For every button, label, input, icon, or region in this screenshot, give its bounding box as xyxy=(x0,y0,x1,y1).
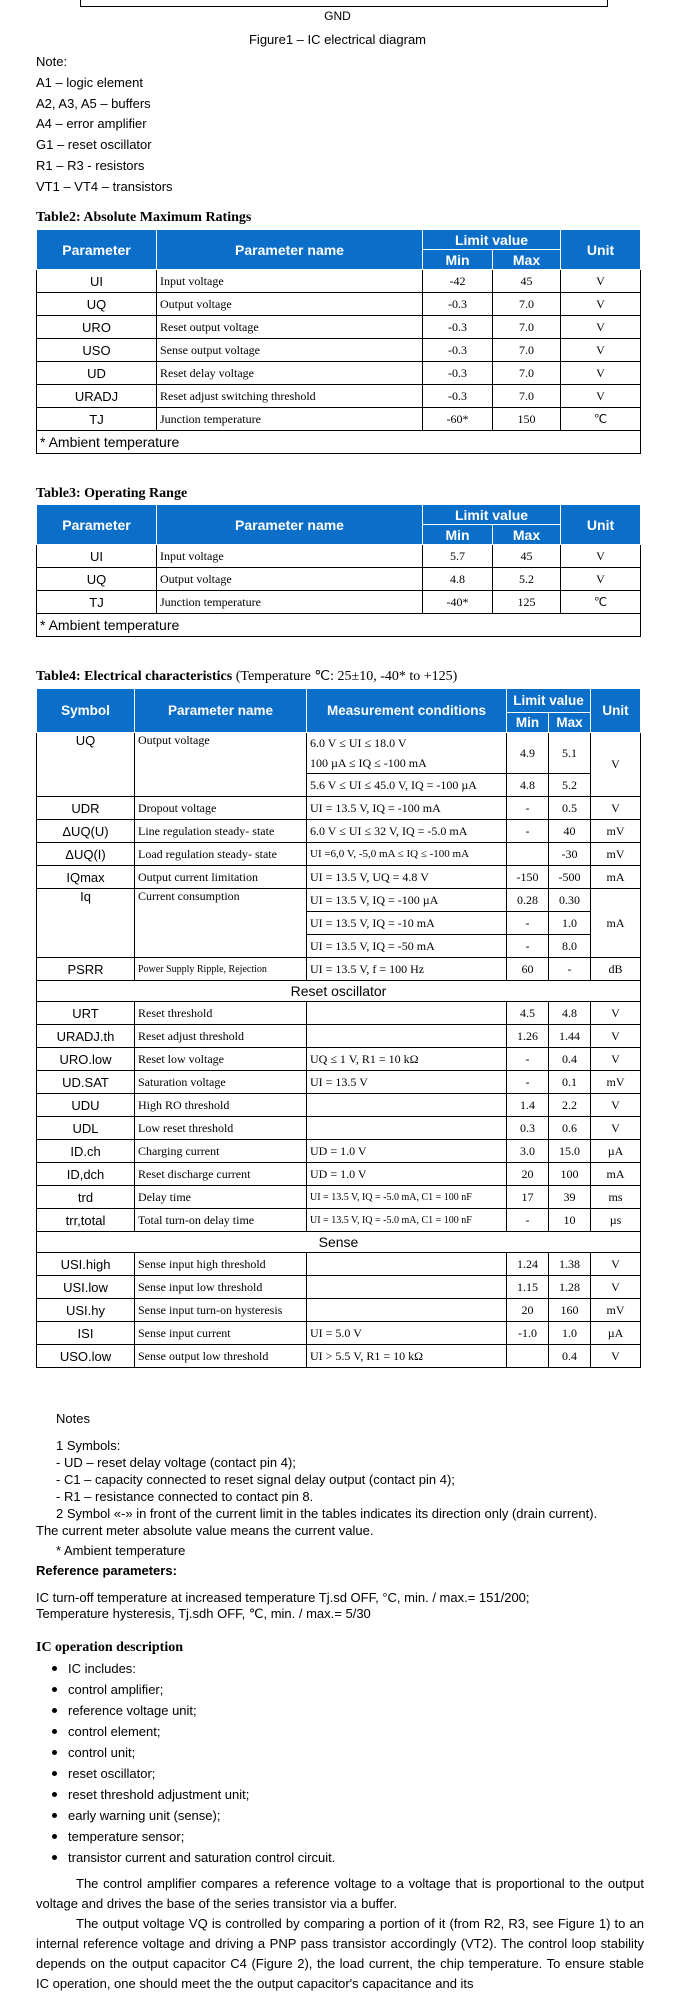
symbol-cell: Iq xyxy=(37,889,135,958)
symbol-cell: USI.low xyxy=(37,1276,135,1299)
name-cell: Sense output voltage xyxy=(157,339,423,362)
condition-cell: UD = 1.0 V xyxy=(307,1140,507,1163)
symbol-cell: URADJ.th xyxy=(37,1025,135,1048)
condition-cell xyxy=(307,1276,507,1299)
min-cell: -40* xyxy=(423,591,493,614)
max-cell: 1.0 xyxy=(549,1322,591,1345)
list-item: control element; xyxy=(36,1721,335,1742)
min-cell: 5.7 xyxy=(423,545,493,568)
table3 xyxy=(36,504,641,637)
max-cell: 40 xyxy=(549,820,591,843)
col-header-symbol: Symbol xyxy=(37,689,135,733)
table-row xyxy=(37,1117,641,1140)
condition-cell xyxy=(307,1094,507,1117)
unit-cell: V xyxy=(591,797,641,820)
list-item: temperature sensor; xyxy=(36,1826,335,1847)
max-cell: 150 xyxy=(493,408,561,431)
col-header-max: Max xyxy=(493,250,561,270)
unit-cell: V xyxy=(561,316,641,339)
min-cell: 4.8 xyxy=(423,568,493,591)
max-cell: 1.38 xyxy=(549,1253,591,1276)
table-row xyxy=(37,1002,641,1025)
symbol-cell: URO xyxy=(37,316,157,339)
col-header-parameter: Parameter xyxy=(37,230,157,270)
max-cell: 0.1 xyxy=(549,1071,591,1094)
condition-cell: UI = 13.5 V, IQ = -100 mA xyxy=(307,797,507,820)
condition-cell: UD = 1.0 V xyxy=(307,1163,507,1186)
condition-cell xyxy=(307,1117,507,1140)
unit-cell: V xyxy=(561,385,641,408)
condition-cell xyxy=(307,1002,507,1025)
symbol-cell: USI.hy xyxy=(37,1299,135,1322)
notes-item-2: 2 Symbol «-» in front of the current limit in the tables indicates its direction only (drain current). xyxy=(56,1506,598,1521)
table-row xyxy=(37,958,641,981)
table-row xyxy=(37,385,641,408)
min-cell: 1.24 xyxy=(507,1253,549,1276)
note-block xyxy=(36,52,173,198)
name-cell: Output voltage xyxy=(135,733,307,797)
reference-line: Temperature hysteresis, Tj.sdh OFF, ℃, min. / max.= 5/30 xyxy=(36,1606,371,1621)
table-row xyxy=(37,1071,641,1094)
condition-cell: 5.6 V ≤ UI ≤ 45.0 V, IQ = -100 µA xyxy=(307,774,507,797)
name-cell: Reset threshold xyxy=(135,1002,307,1025)
unit-cell: mA xyxy=(591,866,641,889)
name-cell: Junction temperature xyxy=(157,408,423,431)
col-header-max: Max xyxy=(549,713,591,733)
min-cell: -1.0 xyxy=(507,1322,549,1345)
table2-title: Table2: Absolute Maximum Ratings xyxy=(36,210,252,225)
name-cell: Reset discharge current xyxy=(135,1163,307,1186)
condition-cell xyxy=(307,1299,507,1322)
col-header-min: Min xyxy=(423,250,493,270)
symbol-cell: ID,dch xyxy=(37,1163,135,1186)
symbol-cell: UI xyxy=(37,545,157,568)
name-cell: Load regulation steady- state xyxy=(135,843,307,866)
unit-cell: V xyxy=(561,568,641,591)
col-header-limit: Limit value xyxy=(507,689,591,713)
unit-cell: V xyxy=(591,733,641,797)
max-cell: 160 xyxy=(549,1299,591,1322)
col-header-max: Max xyxy=(493,525,561,545)
min-cell: 1.4 xyxy=(507,1094,549,1117)
symbol-cell: UQ xyxy=(37,733,135,797)
note-item: R1 – R3 - resistors xyxy=(36,157,145,173)
max-cell: 8.0 xyxy=(549,935,591,958)
symbol-cell: trd xyxy=(37,1186,135,1209)
symbol-cell: UI xyxy=(37,270,157,293)
condition-cell: UI = 13.5 V, f = 100 Hz xyxy=(307,958,507,981)
min-cell xyxy=(507,1345,549,1368)
note-item: G1 – reset oscillator xyxy=(36,137,152,153)
table4-title xyxy=(36,668,457,685)
min-cell: -0.3 xyxy=(423,316,493,339)
table2-footnote: * Ambient temperature xyxy=(37,431,641,454)
max-cell: - xyxy=(549,958,591,981)
unit-cell: V xyxy=(591,1094,641,1117)
col-header-limit: Limit value xyxy=(423,230,561,250)
name-cell: Sense input turn-on hysteresis xyxy=(135,1299,307,1322)
name-cell: Charging current xyxy=(135,1140,307,1163)
name-cell: Reset low voltage xyxy=(135,1048,307,1071)
condition-cell: 6.0 V ≤ UI ≤ 18.0 V xyxy=(307,733,507,754)
max-cell: 7.0 xyxy=(493,339,561,362)
notes-symbol-item: - C1 – capacity connected to reset signal delay output (contact pin 4); xyxy=(56,1472,455,1487)
section-sense: Sense xyxy=(37,1232,641,1253)
unit-cell: ℃ xyxy=(561,591,641,614)
min-cell: 60 xyxy=(507,958,549,981)
table-row xyxy=(37,843,641,866)
name-cell: Reset output voltage xyxy=(157,316,423,339)
name-cell: Reset delay voltage xyxy=(157,362,423,385)
name-cell: Line regulation steady- state xyxy=(135,820,307,843)
notes-symbols xyxy=(56,1437,597,1522)
table-row xyxy=(37,293,641,316)
col-header-parameter: Parameter xyxy=(37,505,157,545)
min-cell: 4.9 xyxy=(507,733,549,774)
note-item: A1 – logic element xyxy=(36,74,143,90)
operation-title: IC operation description xyxy=(36,1640,183,1655)
list-item: early warning unit (sense); xyxy=(36,1805,335,1826)
name-cell: Total turn-on delay time xyxy=(135,1209,307,1232)
min-cell: -0.3 xyxy=(423,293,493,316)
condition-cell: UI = 13.5 V, UQ = 4.8 V xyxy=(307,866,507,889)
unit-cell: V xyxy=(561,362,641,385)
max-cell: -500 xyxy=(549,866,591,889)
operation-list xyxy=(36,1658,335,1868)
note-item: A4 – error amplifier xyxy=(36,116,147,132)
max-cell: 7.0 xyxy=(493,362,561,385)
name-cell: Output voltage xyxy=(157,568,423,591)
symbol-cell: USO xyxy=(37,339,157,362)
condition-cell: UI > 5.5 V, R1 = 10 kΩ xyxy=(307,1345,507,1368)
table-row xyxy=(37,270,641,293)
name-cell: Sense output low threshold xyxy=(135,1345,307,1368)
col-header-min: Min xyxy=(507,713,549,733)
unit-cell: V xyxy=(591,1002,641,1025)
notes-symbol-item: - R1 – resistance connected to contact pin 8. xyxy=(56,1489,314,1504)
condition-cell: UI = 5.0 V xyxy=(307,1322,507,1345)
note-item: VT1 – VT4 – transistors xyxy=(36,178,173,194)
condition-cell xyxy=(307,1025,507,1048)
notes-title: Notes xyxy=(56,1411,90,1426)
unit-cell: V xyxy=(591,1048,641,1071)
unit-cell: mV xyxy=(591,843,641,866)
name-cell: Power Supply Ripple, Rejection xyxy=(135,958,307,981)
symbol-cell: trr,total xyxy=(37,1209,135,1232)
max-cell: 2.2 xyxy=(549,1094,591,1117)
list-item: IC includes: xyxy=(36,1658,335,1679)
condition-cell: 6.0 V ≤ UI ≤ 32 V, IQ = -5.0 mA xyxy=(307,820,507,843)
table-row xyxy=(37,339,641,362)
symbol-cell: UQ xyxy=(37,568,157,591)
condition-cell xyxy=(307,1253,507,1276)
list-item: reset threshold adjustment unit; xyxy=(36,1784,335,1805)
table-row xyxy=(37,1094,641,1117)
unit-cell: µA xyxy=(591,1322,641,1345)
table-row xyxy=(37,1253,641,1276)
min-cell: 4.5 xyxy=(507,1002,549,1025)
min-cell: -60* xyxy=(423,408,493,431)
symbol-cell: UD.SAT xyxy=(37,1071,135,1094)
name-cell: Dropout voltage xyxy=(135,797,307,820)
col-header-name: Parameter name xyxy=(157,505,423,545)
name-cell: Reset adjust threshold xyxy=(135,1025,307,1048)
reference-line: IC turn-off temperature at increased temperature Tj.sd OFF, °C, min. / max.= 151/200; xyxy=(36,1590,530,1605)
table4-title-suffix: (Temperature ℃: 25±10, -40* to +125) xyxy=(232,669,458,684)
max-cell: 7.0 xyxy=(493,385,561,408)
unit-cell: µs xyxy=(591,1209,641,1232)
table-row xyxy=(37,316,641,339)
unit-cell: V xyxy=(591,1025,641,1048)
min-cell: 1.15 xyxy=(507,1276,549,1299)
col-header-name: Parameter name xyxy=(157,230,423,270)
figure-caption: Figure1 – IC electrical diagram xyxy=(248,32,427,47)
reference-title: Reference parameters: xyxy=(36,1563,177,1578)
reference-lines xyxy=(36,1590,530,1622)
unit-cell: ms xyxy=(591,1186,641,1209)
name-cell: Delay time xyxy=(135,1186,307,1209)
gnd-label: GND xyxy=(324,9,351,23)
name-cell: Sense input high threshold xyxy=(135,1253,307,1276)
min-cell: -150 xyxy=(507,866,549,889)
table-row xyxy=(37,568,641,591)
table-row xyxy=(37,733,641,754)
max-cell: 45 xyxy=(493,270,561,293)
condition-cell: UI = 13.5 V xyxy=(307,1071,507,1094)
unit-cell: mV xyxy=(591,1299,641,1322)
table-row xyxy=(37,866,641,889)
max-cell: 10 xyxy=(549,1209,591,1232)
symbol-cell: PSRR xyxy=(37,958,135,981)
min-cell: - xyxy=(507,935,549,958)
max-cell: 100 xyxy=(549,1163,591,1186)
list-item: control amplifier; xyxy=(36,1679,335,1700)
section-reset-oscillator: Reset oscillator xyxy=(37,981,641,1002)
table-row xyxy=(37,1276,641,1299)
name-cell: Input voltage xyxy=(157,270,423,293)
notes-symbols-title: 1 Symbols: xyxy=(56,1438,121,1453)
max-cell: 15.0 xyxy=(549,1140,591,1163)
max-cell: 7.0 xyxy=(493,293,561,316)
min-cell: -0.3 xyxy=(423,339,493,362)
name-cell: Sense input current xyxy=(135,1322,307,1345)
name-cell: Input voltage xyxy=(157,545,423,568)
max-cell: 5.2 xyxy=(493,568,561,591)
table-row xyxy=(37,1163,641,1186)
operation-paragraph-1: The control amplifier compares a reference voltage to a voltage that is proportional to the output voltage and drives the base of the series transistor via a buffer. xyxy=(36,1876,644,1911)
name-cell: Output voltage xyxy=(157,293,423,316)
table2 xyxy=(36,229,641,454)
unit-cell: mA xyxy=(591,1163,641,1186)
max-cell: 0.5 xyxy=(549,797,591,820)
symbol-cell: ΔUQ(I) xyxy=(37,843,135,866)
min-cell: - xyxy=(507,912,549,935)
table3-title: Table3: Operating Range xyxy=(36,486,188,501)
notes-ambient: * Ambient temperature xyxy=(56,1543,186,1558)
min-cell: 3.0 xyxy=(507,1140,549,1163)
symbol-cell: URT xyxy=(37,1002,135,1025)
symbol-cell: ID.ch xyxy=(37,1140,135,1163)
min-cell: 20 xyxy=(507,1163,549,1186)
condition-cell: UI = 13.5 V, IQ = -5.0 mA, C1 = 100 nF xyxy=(307,1186,507,1209)
list-item: reset oscillator; xyxy=(36,1763,335,1784)
table-row xyxy=(37,1140,641,1163)
max-cell: 0.6 xyxy=(549,1117,591,1140)
min-cell: -42 xyxy=(423,270,493,293)
max-cell: 39 xyxy=(549,1186,591,1209)
name-cell: Saturation voltage xyxy=(135,1071,307,1094)
symbol-cell: USO.low xyxy=(37,1345,135,1368)
min-cell: - xyxy=(507,797,549,820)
col-header-unit: Unit xyxy=(591,689,641,733)
figure-frame xyxy=(80,0,608,7)
table4-title-main: Table4: Electrical characteristics xyxy=(36,669,233,684)
max-cell: 125 xyxy=(493,591,561,614)
col-header-name: Parameter name xyxy=(135,689,307,733)
min-cell: 0.3 xyxy=(507,1117,549,1140)
min-cell: 1.26 xyxy=(507,1025,549,1048)
unit-cell: mV xyxy=(591,820,641,843)
unit-cell: V xyxy=(591,1276,641,1299)
symbol-cell: UDR xyxy=(37,797,135,820)
table-row xyxy=(37,362,641,385)
table-row xyxy=(37,889,641,912)
table4 xyxy=(36,688,641,1368)
table-row xyxy=(37,1345,641,1368)
unit-cell: V xyxy=(591,1345,641,1368)
list-item: reference voltage unit; xyxy=(36,1700,335,1721)
min-cell: 0.28 xyxy=(507,889,549,912)
name-cell: Sense input low threshold xyxy=(135,1276,307,1299)
max-cell: 0.30 xyxy=(549,889,591,912)
table-row xyxy=(37,408,641,431)
unit-cell: dB xyxy=(591,958,641,981)
max-cell: 5.1 xyxy=(549,733,591,774)
min-cell: 20 xyxy=(507,1299,549,1322)
condition-cell: UI =6,0 V, -5,0 mA ≤ IQ ≤ -100 mA xyxy=(307,843,507,866)
notes-symbol-item: - UD – reset delay voltage (contact pin 4); xyxy=(56,1455,296,1470)
condition-cell: UI = 13.5 V, IQ = -50 mA xyxy=(307,935,507,958)
symbol-cell: UDL xyxy=(37,1117,135,1140)
table-row xyxy=(37,820,641,843)
symbol-cell: ΔUQ(U) xyxy=(37,820,135,843)
table-row xyxy=(37,1048,641,1071)
condition-cell: UQ ≤ 1 V, R1 = 10 kΩ xyxy=(307,1048,507,1071)
name-cell: Current consumption xyxy=(135,889,307,958)
symbol-cell: UD xyxy=(37,362,157,385)
max-cell: 5.2 xyxy=(549,774,591,797)
max-cell: 4.8 xyxy=(549,1002,591,1025)
unit-cell: µA xyxy=(591,1140,641,1163)
table-row xyxy=(37,545,641,568)
condition-cell: UI = 13.5 V, IQ = -5.0 mA, C1 = 100 nF xyxy=(307,1209,507,1232)
name-cell: Low reset threshold xyxy=(135,1117,307,1140)
min-cell: 17 xyxy=(507,1186,549,1209)
max-cell: 7.0 xyxy=(493,316,561,339)
condition-cell: UI = 13.5 V, IQ = -10 mA xyxy=(307,912,507,935)
table3-footnote: * Ambient temperature xyxy=(37,614,641,637)
unit-cell: mA xyxy=(591,889,641,958)
symbol-cell: USI.high xyxy=(37,1253,135,1276)
min-cell: 4.8 xyxy=(507,774,549,797)
notes-item-2b: The current meter absolute value means the current value. xyxy=(36,1523,374,1538)
unit-cell: V xyxy=(561,293,641,316)
table-row xyxy=(37,1025,641,1048)
table-row xyxy=(37,797,641,820)
max-cell: -30 xyxy=(549,843,591,866)
name-cell: High RO threshold xyxy=(135,1094,307,1117)
name-cell: Reset adjust switching threshold xyxy=(157,385,423,408)
min-cell: - xyxy=(507,820,549,843)
unit-cell: V xyxy=(561,545,641,568)
max-cell: 0.4 xyxy=(549,1048,591,1071)
note-title: Note: xyxy=(36,54,68,69)
col-header-conditions: Measurement conditions xyxy=(307,689,507,733)
max-cell: 45 xyxy=(493,545,561,568)
min-cell: - xyxy=(507,1071,549,1094)
min-cell xyxy=(507,843,549,866)
symbol-cell: UQ xyxy=(37,293,157,316)
min-cell: -0.3 xyxy=(423,385,493,408)
name-cell: Junction temperature xyxy=(157,591,423,614)
list-item: control unit; xyxy=(36,1742,335,1763)
table-row xyxy=(37,591,641,614)
max-cell: 1.44 xyxy=(549,1025,591,1048)
min-cell: - xyxy=(507,1209,549,1232)
symbol-cell: TJ xyxy=(37,408,157,431)
symbol-cell: URADJ xyxy=(37,385,157,408)
name-cell: Output current limitation xyxy=(135,866,307,889)
table-row xyxy=(37,1299,641,1322)
list-item: transistor current and saturation control circuit. xyxy=(36,1847,335,1868)
min-cell: -0.3 xyxy=(423,362,493,385)
symbol-cell: IQmax xyxy=(37,866,135,889)
unit-cell: mV xyxy=(591,1071,641,1094)
unit-cell: V xyxy=(591,1253,641,1276)
unit-cell: V xyxy=(561,339,641,362)
table-row xyxy=(37,1209,641,1232)
condition-cell: 100 µA ≤ IQ ≤ -100 mA xyxy=(307,753,507,774)
symbol-cell: ISI xyxy=(37,1322,135,1345)
max-cell: 1.28 xyxy=(549,1276,591,1299)
col-header-limit: Limit value xyxy=(423,505,561,525)
symbol-cell: TJ xyxy=(37,591,157,614)
col-header-unit: Unit xyxy=(561,230,641,270)
max-cell: 1.0 xyxy=(549,912,591,935)
col-header-min: Min xyxy=(423,525,493,545)
min-cell: - xyxy=(507,1048,549,1071)
operation-paragraph-2: The output voltage VQ is controlled by comparing a portion of it (from R2, R3, see Figure 1) to an internal reference voltage and driving a PNP pass transistor accordingly (VT2). The control loop stability depends on the output capacitor C4 (Figure 2), the load current, the chip temperature. To ensure stable IC operation, one should meet the the output capacitor's capacitance and its xyxy=(36,1916,644,1991)
max-cell: 0.4 xyxy=(549,1345,591,1368)
unit-cell: V xyxy=(591,1117,641,1140)
unit-cell: ℃ xyxy=(561,408,641,431)
note-item: A2, A3, A5 – buffers xyxy=(36,95,151,111)
symbol-cell: URO.low xyxy=(37,1048,135,1071)
col-header-unit: Unit xyxy=(561,505,641,545)
table-row xyxy=(37,1322,641,1345)
condition-cell: UI = 13.5 V, IQ = -100 µA xyxy=(307,889,507,912)
table-row xyxy=(37,1186,641,1209)
symbol-cell: UDU xyxy=(37,1094,135,1117)
unit-cell: V xyxy=(561,270,641,293)
